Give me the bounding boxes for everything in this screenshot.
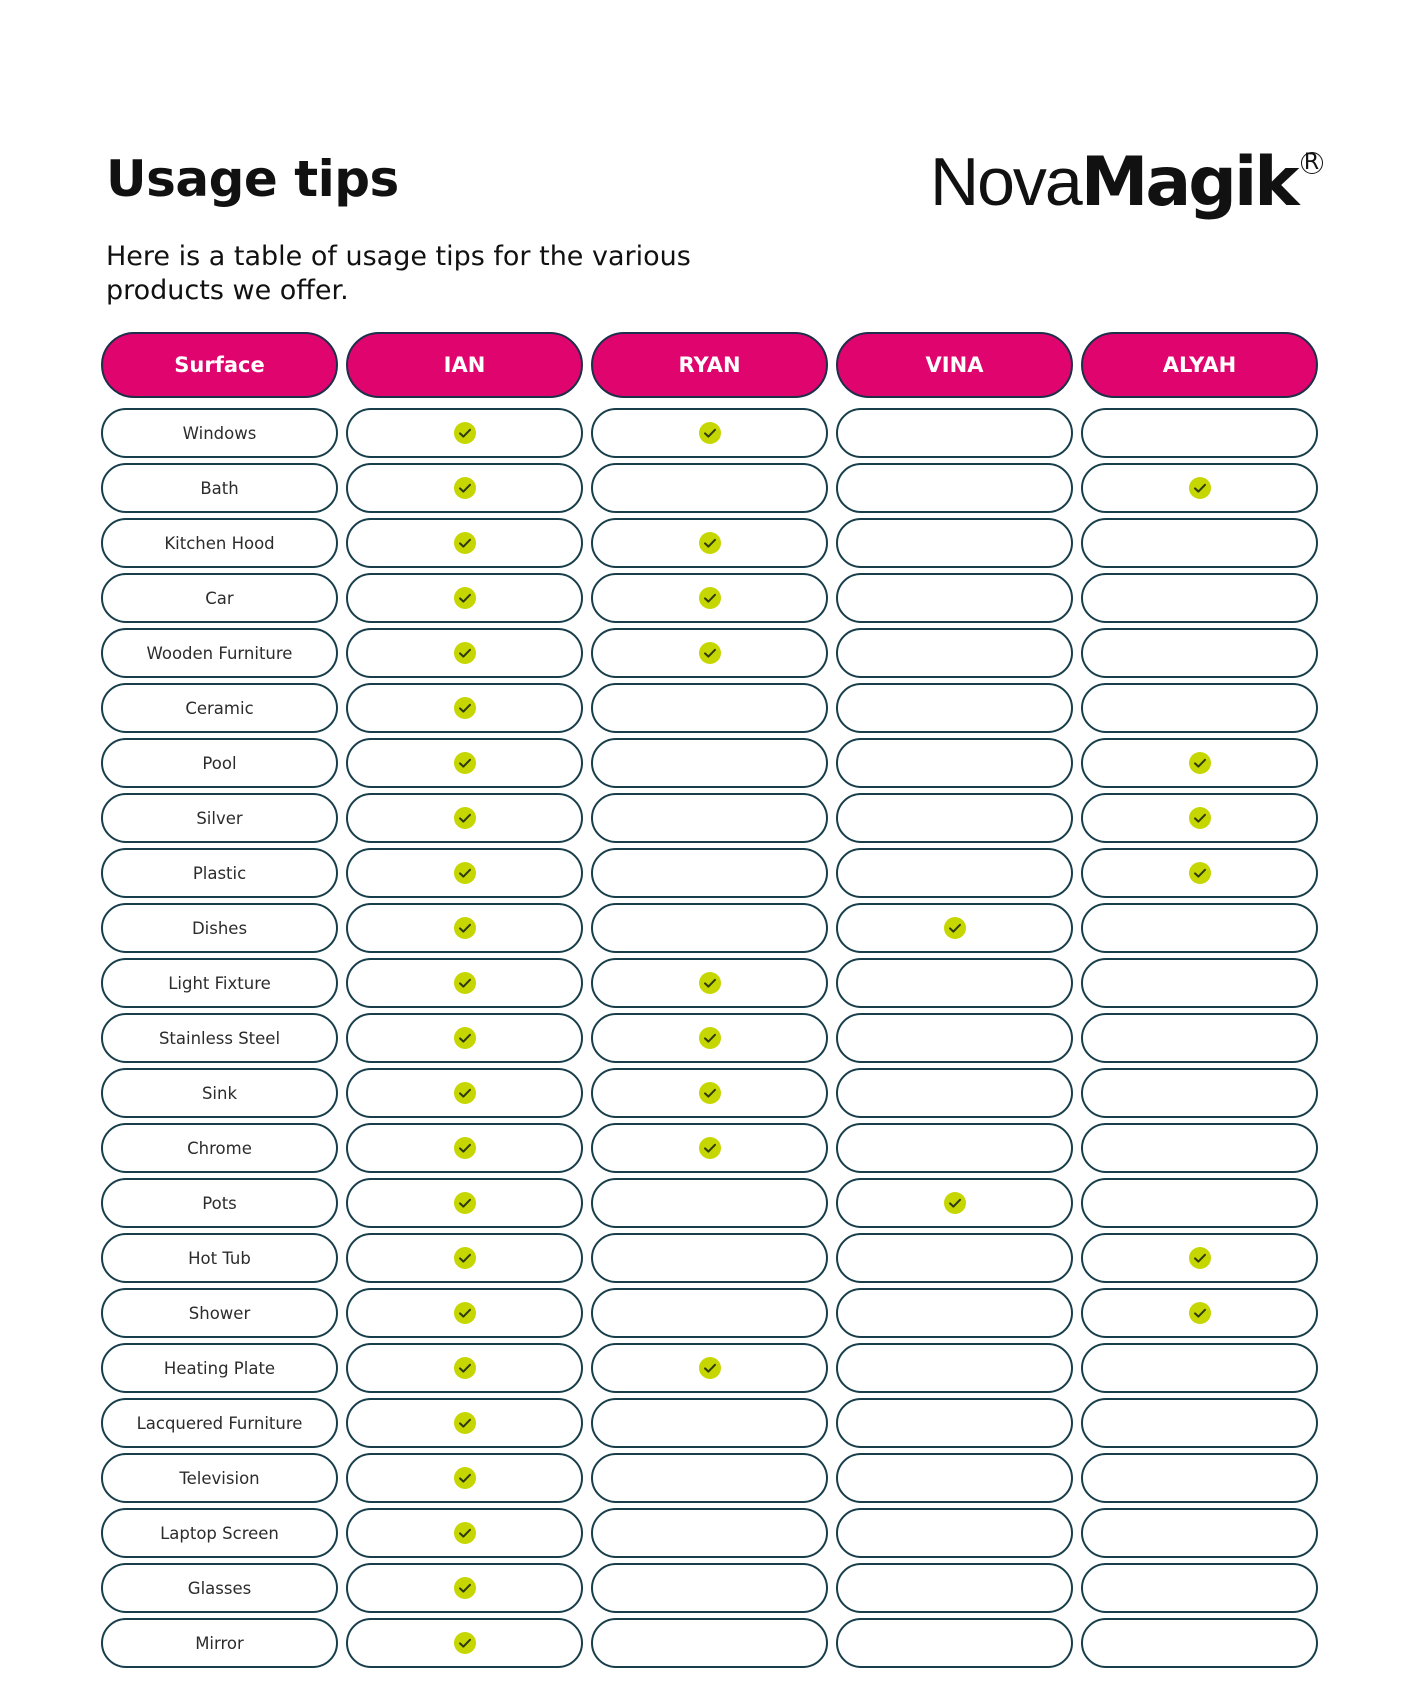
check-circle-icon bbox=[699, 1357, 721, 1379]
surface-cell: Silver bbox=[101, 793, 338, 843]
check-circle-icon bbox=[454, 532, 476, 554]
usage-cell bbox=[346, 1618, 583, 1668]
check-circle-icon bbox=[454, 1522, 476, 1544]
usage-cell bbox=[591, 628, 828, 678]
surface-cell: Light Fixture bbox=[101, 958, 338, 1008]
usage-cell bbox=[1081, 958, 1318, 1008]
check-circle-icon bbox=[699, 422, 721, 444]
surface-cell: Pool bbox=[101, 738, 338, 788]
usage-cell bbox=[836, 738, 1073, 788]
check-circle-icon bbox=[699, 1082, 721, 1104]
usage-cell bbox=[1081, 408, 1318, 458]
usage-cell bbox=[1081, 903, 1318, 953]
usage-cell bbox=[591, 408, 828, 458]
surface-cell: Mirror bbox=[101, 1618, 338, 1668]
usage-cell bbox=[591, 683, 828, 733]
usage-cell bbox=[591, 1288, 828, 1338]
usage-cell bbox=[346, 1068, 583, 1118]
check-circle-icon bbox=[1189, 477, 1211, 499]
usage-cell bbox=[346, 628, 583, 678]
usage-cell bbox=[836, 1343, 1073, 1393]
check-circle-icon bbox=[454, 1082, 476, 1104]
check-circle-icon bbox=[1189, 1302, 1211, 1324]
check-circle-icon bbox=[944, 1192, 966, 1214]
usage-cell bbox=[591, 1453, 828, 1503]
usage-cell bbox=[346, 903, 583, 953]
usage-cell bbox=[836, 518, 1073, 568]
check-circle-icon bbox=[454, 1412, 476, 1434]
check-circle-icon bbox=[454, 1137, 476, 1159]
usage-cell bbox=[836, 1618, 1073, 1668]
logo-text-light: Nova bbox=[930, 144, 1081, 220]
check-circle-icon bbox=[454, 1357, 476, 1379]
check-circle-icon bbox=[699, 642, 721, 664]
usage-cell bbox=[1081, 1563, 1318, 1613]
usage-cell bbox=[1081, 1178, 1318, 1228]
check-circle-icon bbox=[454, 1467, 476, 1489]
usage-cell bbox=[346, 1398, 583, 1448]
surface-cell: Bath bbox=[101, 463, 338, 513]
check-circle-icon bbox=[454, 972, 476, 994]
usage-cell bbox=[836, 958, 1073, 1008]
usage-cell bbox=[836, 1013, 1073, 1063]
usage-cell bbox=[591, 1068, 828, 1118]
surface-cell: Windows bbox=[101, 408, 338, 458]
usage-cell bbox=[591, 463, 828, 513]
check-circle-icon bbox=[454, 1247, 476, 1269]
check-circle-icon bbox=[454, 807, 476, 829]
usage-cell bbox=[591, 903, 828, 953]
surface-cell: Hot Tub bbox=[101, 1233, 338, 1283]
usage-cell bbox=[836, 683, 1073, 733]
usage-cell bbox=[1081, 628, 1318, 678]
usage-cell bbox=[346, 573, 583, 623]
usage-cell bbox=[346, 793, 583, 843]
check-circle-icon bbox=[454, 1632, 476, 1654]
usage-cell bbox=[591, 1233, 828, 1283]
surface-cell: Car bbox=[101, 573, 338, 623]
surface-cell: Pots bbox=[101, 1178, 338, 1228]
usage-cell bbox=[836, 628, 1073, 678]
usage-cell bbox=[1081, 1618, 1318, 1668]
header-alyah: ALYAH bbox=[1081, 332, 1318, 398]
check-circle-icon bbox=[454, 1027, 476, 1049]
usage-cell bbox=[1081, 518, 1318, 568]
usage-cell bbox=[836, 1288, 1073, 1338]
usage-cell bbox=[1081, 1343, 1318, 1393]
check-circle-icon bbox=[454, 752, 476, 774]
check-circle-icon bbox=[699, 532, 721, 554]
surface-cell: Glasses bbox=[101, 1563, 338, 1613]
surface-cell: Dishes bbox=[101, 903, 338, 953]
check-circle-icon bbox=[454, 917, 476, 939]
surface-cell: Kitchen Hood bbox=[101, 518, 338, 568]
usage-cell bbox=[346, 958, 583, 1008]
logo-text-bold: Magik bbox=[1080, 143, 1297, 222]
usage-cell bbox=[591, 1123, 828, 1173]
check-circle-icon bbox=[944, 917, 966, 939]
usage-cell bbox=[591, 1563, 828, 1613]
usage-cell bbox=[836, 1563, 1073, 1613]
usage-cell bbox=[591, 1398, 828, 1448]
usage-cell bbox=[346, 408, 583, 458]
check-circle-icon bbox=[454, 587, 476, 609]
usage-cell bbox=[591, 793, 828, 843]
usage-cell bbox=[836, 408, 1073, 458]
check-circle-icon bbox=[699, 972, 721, 994]
usage-cell bbox=[591, 1618, 828, 1668]
usage-cell bbox=[346, 1343, 583, 1393]
surface-cell: Wooden Furniture bbox=[101, 628, 338, 678]
usage-cell bbox=[836, 793, 1073, 843]
usage-cell bbox=[591, 738, 828, 788]
usage-cell bbox=[346, 683, 583, 733]
usage-cell bbox=[591, 573, 828, 623]
usage-cell bbox=[346, 1178, 583, 1228]
usage-cell bbox=[1081, 573, 1318, 623]
usage-cell bbox=[346, 463, 583, 513]
usage-cell bbox=[1081, 793, 1318, 843]
usage-cell bbox=[836, 1398, 1073, 1448]
check-circle-icon bbox=[1189, 752, 1211, 774]
usage-cell bbox=[346, 1013, 583, 1063]
check-circle-icon bbox=[1189, 807, 1211, 829]
check-circle-icon bbox=[454, 1577, 476, 1599]
surface-cell: Lacquered Furniture bbox=[101, 1398, 338, 1448]
usage-cell bbox=[346, 1453, 583, 1503]
surface-cell: Laptop Screen bbox=[101, 1508, 338, 1558]
usage-cell bbox=[1081, 1233, 1318, 1283]
check-circle-icon bbox=[454, 642, 476, 664]
header-vina: VINA bbox=[836, 332, 1073, 398]
usage-cell bbox=[1081, 738, 1318, 788]
usage-cell bbox=[836, 573, 1073, 623]
header-ryan: RYAN bbox=[591, 332, 828, 398]
usage-cell bbox=[591, 1508, 828, 1558]
usage-table bbox=[101, 332, 1318, 1668]
page-subtitle: Here is a table of usage tips for the various products we offer. bbox=[106, 241, 691, 306]
usage-cell bbox=[1081, 1453, 1318, 1503]
check-circle-icon bbox=[699, 587, 721, 609]
usage-cell bbox=[346, 1563, 583, 1613]
usage-cell bbox=[591, 1013, 828, 1063]
usage-cell bbox=[1081, 848, 1318, 898]
usage-cell bbox=[1081, 1398, 1318, 1448]
check-circle-icon bbox=[454, 422, 476, 444]
check-circle-icon bbox=[454, 477, 476, 499]
usage-cell bbox=[1081, 1288, 1318, 1338]
check-circle-icon bbox=[1189, 1247, 1211, 1269]
check-circle-icon bbox=[1189, 862, 1211, 884]
usage-cell bbox=[1081, 683, 1318, 733]
check-circle-icon bbox=[454, 862, 476, 884]
usage-cell bbox=[836, 1453, 1073, 1503]
usage-cell bbox=[1081, 1068, 1318, 1118]
usage-cell bbox=[1081, 1013, 1318, 1063]
usage-cell bbox=[1081, 463, 1318, 513]
surface-cell: Sink bbox=[101, 1068, 338, 1118]
usage-cell bbox=[836, 848, 1073, 898]
usage-cell bbox=[591, 958, 828, 1008]
surface-cell: Stainless Steel bbox=[101, 1013, 338, 1063]
surface-cell: Chrome bbox=[101, 1123, 338, 1173]
usage-cell bbox=[836, 463, 1073, 513]
usage-cell bbox=[346, 1123, 583, 1173]
usage-cell bbox=[591, 1343, 828, 1393]
usage-cell bbox=[346, 848, 583, 898]
usage-cell bbox=[346, 1288, 583, 1338]
registered-mark-icon: R bbox=[1301, 152, 1323, 174]
usage-cell bbox=[346, 738, 583, 788]
usage-cell bbox=[1081, 1123, 1318, 1173]
usage-cell bbox=[346, 518, 583, 568]
usage-cell bbox=[591, 518, 828, 568]
usage-cell bbox=[836, 1068, 1073, 1118]
surface-cell: Ceramic bbox=[101, 683, 338, 733]
surface-cell: Television bbox=[101, 1453, 338, 1503]
usage-cell bbox=[346, 1508, 583, 1558]
surface-cell: Heating Plate bbox=[101, 1343, 338, 1393]
check-circle-icon bbox=[454, 1302, 476, 1324]
page-title: Usage tips bbox=[106, 150, 399, 208]
surface-cell: Shower bbox=[101, 1288, 338, 1338]
usage-cell bbox=[591, 848, 828, 898]
usage-cell bbox=[836, 903, 1073, 953]
check-circle-icon bbox=[454, 697, 476, 719]
surface-cell: Plastic bbox=[101, 848, 338, 898]
usage-cell bbox=[836, 1123, 1073, 1173]
usage-cell bbox=[836, 1508, 1073, 1558]
usage-cell bbox=[1081, 1508, 1318, 1558]
brand-logo bbox=[930, 143, 1323, 222]
usage-cell bbox=[346, 1233, 583, 1283]
header-surface: Surface bbox=[101, 332, 338, 398]
usage-cell bbox=[836, 1233, 1073, 1283]
check-circle-icon bbox=[454, 1192, 476, 1214]
usage-cell bbox=[836, 1178, 1073, 1228]
check-circle-icon bbox=[699, 1027, 721, 1049]
header-ian: IAN bbox=[346, 332, 583, 398]
usage-cell bbox=[591, 1178, 828, 1228]
check-circle-icon bbox=[699, 1137, 721, 1159]
